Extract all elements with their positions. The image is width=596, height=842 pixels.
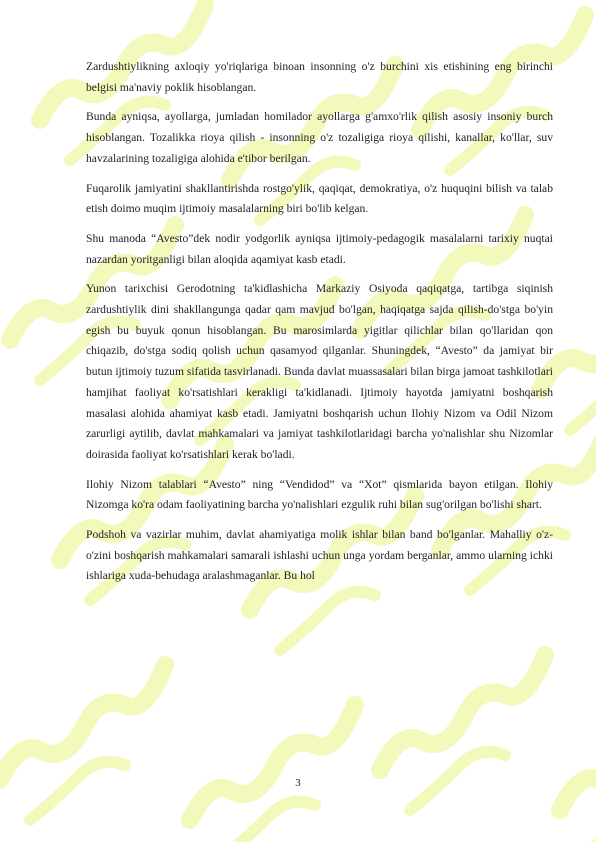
paragraph-3: Fuqarolik jamiyatini shakllantirishda rostgo'ylik, qaqiqat, demokratiya, o'z huquqini bilish va talab etish doimo muqim ijtimoiy masalalarning biri bo'lib kelgan.	[86, 181, 553, 216]
watermark-mark	[560, 695, 596, 810]
document-body	[86, 57, 553, 596]
paragraph-5: Yunon tarixchisi Gerodotning ta'kidlashicha Markaziy Osiyoda qaqiqatga, tartibga siqinish zardushtiylik dini shakllangunga qadar qam mavjud bo'lgan, haqiqatga sajda qilish-do'stga bo'yin egish bu buyuk qonun hisoblangan. Bu marosimlarda yigitlar qilichlar bilan qo'llaridan qon chiqazib, do'stga sodiq qolish uchun qasamyod qilganlar. Shuningdek, “Avesto” da jamiyat bir butun ijtimoiy tuzum sifatida tasvirlanadi. Bunda davlat muassasalari bilan birga jamoat tashkilotlari hamjihat faoliyat ko'rsatishlari kerakligi ta'kidlanadi. Ijtimoiy hayotda jamiyatni boshqarish masalasi alohida ahamiyat kasb etadi. Jamiyatni boshqarish uchun Ilohiy Nizom va Odil Nizom zarurligi aytilib, davlat mahkamalari va jamiyat tashkilotlaridagi barcha yo'nalishlar shu Nizomlar doirasida faoliyat ko'rsatishlari kerak bo'ladi.	[86, 282, 553, 461]
paragraph-4: Shu manoda “Avesto”dek nodir yodgorlik ayniqsa ijtimoiy-pedagogik masalalarni tarixiy nuqtai nazardan yoritganligi bilan aloqida aqamiyat kasb etadi.	[86, 231, 553, 266]
watermark-mark	[570, 372, 596, 430]
paragraph-7: Podshoh va vazirlar muhim, davlat ahamiyatiga molik ishlar bilan band bo'lganlar. Mahalliy o'z-o'zini boshqarish mahkamalari samarali ishlashi uchun unga yordam berganlar, ammo ularning ichki ishlariga xuda-behudaga aralashmaganlar. Bu hol	[86, 528, 553, 583]
paragraph-1: Zardushtiylikning axloqiy yo'riqlariga binoan insonning o'z burchini xis etishining eng birinchi belgisi ma'naviy poklik hisoblangan.	[86, 60, 553, 94]
watermark-mark	[0, 665, 165, 780]
watermark-mark	[30, 762, 125, 820]
watermark-mark	[380, 655, 545, 770]
watermark-mark	[590, 792, 596, 842]
watermark-mark	[190, 705, 355, 820]
watermark-mark	[280, 592, 375, 650]
paragraph-2: Bunda ayniqsa, ayollarga, jumladan homilador ayollarga g'amxo'rlik qilish asosiy insoniy burch hisoblangan. Tozalikka rioya qilish - insonning o'z tozaligiga rioya qilishi, kanallar, ko'llar, suv havzalarining tozaligiga alohida e'tibor berilgan.	[86, 110, 553, 165]
watermark-mark	[220, 802, 315, 842]
paragraph-6: Ilohiy Nizom talablari “Avesto” ning “Vendidod” va “Xot” qismlarida bayon etilgan. Ilohiy Nizomga ko'ra odam faoliyatining barcha yo'nalishlari ezgulik ruhi bilan sug'orilgan bo'lishi shart.	[86, 477, 553, 512]
page-number: 3	[295, 777, 301, 789]
